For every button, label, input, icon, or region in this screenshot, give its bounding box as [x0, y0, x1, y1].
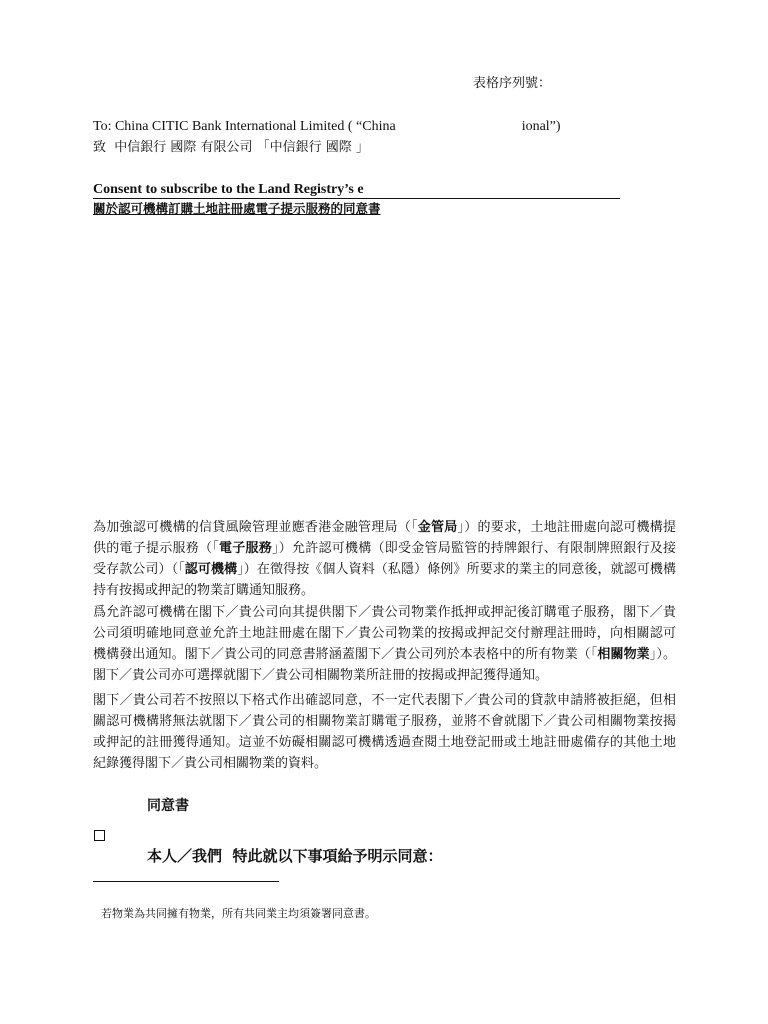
- p1-text-4: 」）在徵得按《個人資料（私隱）條例》所要求的業主的同意後，就認可機構持有按揭或押記的物業訂購通知服務。: [93, 562, 676, 598]
- p2-term-relevant-property: 相關物業: [597, 647, 650, 662]
- consent-checkbox[interactable]: [94, 830, 105, 841]
- addressee-chinese: 致 中信銀行 國際 有限公司 「中信銀行 國際 」: [93, 140, 369, 155]
- form-serial-label: 表格序列號：: [473, 76, 552, 91]
- consent-heading: 同意書: [147, 798, 189, 814]
- title-english: Consent to subscribe to the Land Registry’s e: [93, 182, 364, 197]
- p1-term-ai: 認可機構: [184, 562, 238, 577]
- addressee-english-part1: To: China CITIC Bank International Limited ( “China: [93, 119, 396, 134]
- paragraph-3: 閣下／貴公司若不按照以下格式作出確認同意，不一定代表閣下／貴公司的貸款申請將被拒絕，但相關認可機構將無法就閣下／貴公司的相關物業訂購電子服務，並將不會就閣下／貴公司相關物業按揭或押記的註冊獲得通知。這並不妨礙相關認可機構透過查閱土地登記冊或土地註冊處備存的其他土地紀錄獲得閣下／貴公司相關物業的資料。: [93, 693, 676, 771]
- p1-text-1: 為加強認可機構的信貸風險管理並應香港金融管理局（「: [93, 520, 418, 535]
- p1-term-e-service: 電子服務: [219, 541, 272, 556]
- p1-text-3: 」）允許認可機構（即受金管局監管的持牌銀行、有限制牌照銀行及接受存款公司）（「: [93, 541, 676, 577]
- paragraph-1: [93, 517, 676, 601]
- p1-term-hkma: 金管局: [417, 520, 458, 535]
- addressee-english: [93, 119, 561, 135]
- addressee-english-part2: ional”): [521, 119, 561, 134]
- paragraph-2: [93, 602, 676, 686]
- footnote-text: 若物業為共同擁有物業，所有共同業主均須簽署同意書。: [101, 907, 376, 920]
- consent-declaration: 本人／我們 特此就以下事項給予明示同意：: [147, 847, 443, 865]
- p1-text-2: 」）的要求，土地註冊處向認可機構提供的電子提示服務（「: [93, 520, 676, 556]
- title-chinese: 關於認可機構訂購土地註冊處電子提示服務的同意書: [93, 201, 381, 216]
- p2-text-2: 」）。閣下／貴公司亦可選擇就閣下／貴公司相關物業所註冊的按揭或押記獲得通知。: [93, 647, 676, 683]
- footnote-separator: [93, 881, 279, 882]
- p2-text-1: 爲允許認可機構在閣下／貴公司向其提供閣下／貴公司物業作抵押或押記後訂購電子服務，閣下／貴公司須明確地同意並允許土地註冊處在閣下／貴公司物業的按揭或押記交付辦理註冊時，向相關認可機構發出通知。閣下／貴公司的同意書將涵蓋閣下／貴公司列於本表格中的所有物業（「: [93, 605, 676, 662]
